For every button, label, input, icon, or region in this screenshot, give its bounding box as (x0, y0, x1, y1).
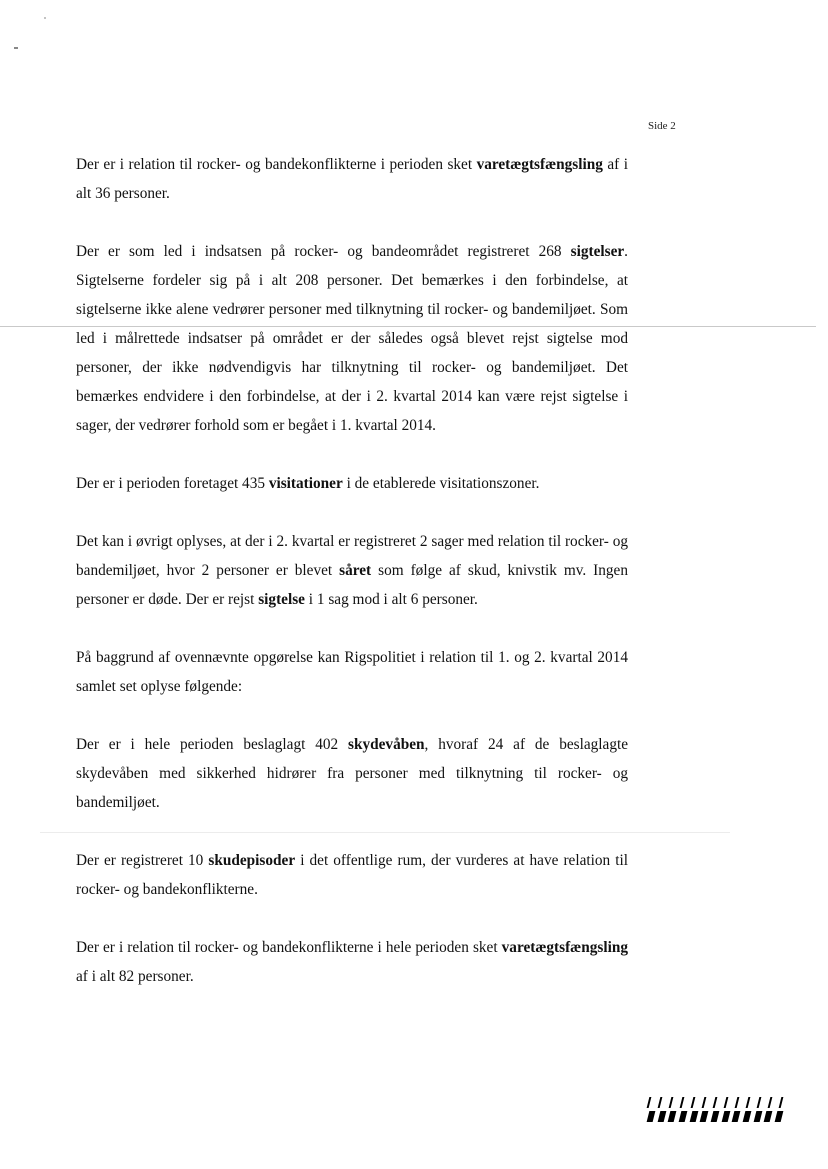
text-run: af i alt 82 personer. (76, 968, 194, 985)
text-run: Der er som led i indsatsen på rocker- og bandeområdet registreret 268 (76, 243, 571, 260)
barcode-bar (647, 1111, 656, 1122)
barcode-bar (735, 1097, 740, 1108)
text-run: af i alt 36 personer. (76, 156, 628, 202)
bold-term: varetægtsfængsling (501, 939, 628, 956)
barcode-bar (657, 1111, 666, 1122)
barcode-bar (779, 1097, 784, 1108)
barcode-bar (689, 1111, 698, 1122)
bold-term: sigtelse (258, 591, 305, 608)
text-run: , hvoraf 24 af de beslaglagte skydevåben med sikkerhed hidrører fra personer med tilknytning til rocker- og bandemiljøet. (76, 736, 629, 811)
barcode-bar (757, 1097, 762, 1108)
bold-term: sigtelser (570, 243, 625, 260)
barcode-bar (691, 1097, 696, 1108)
text-run: i det offentlige rum, der vurderes at have relation til rocker- og bandekonflikterne. (76, 852, 628, 898)
scan-speck (14, 47, 18, 49)
paragraph (76, 469, 628, 498)
barcode-bar (764, 1111, 773, 1122)
barcode-bar (680, 1097, 685, 1108)
text-run: i de etablerede visitationszoner. (342, 475, 540, 492)
body-text (76, 150, 628, 1020)
barcode-row (648, 1111, 782, 1122)
barcode-bar (724, 1097, 729, 1108)
bold-term: skudepisoder (208, 852, 296, 869)
text-run: Der er registreret 10 (76, 852, 209, 869)
paragraph (76, 730, 628, 817)
barcode-bar (679, 1111, 688, 1122)
paragraph (76, 527, 628, 614)
barcode-mark (648, 1097, 782, 1122)
barcode-bar (732, 1111, 741, 1122)
barcode-bar (743, 1111, 752, 1122)
barcode-bar (700, 1111, 709, 1122)
text-run: På baggrund af ovennævnte opgørelse kan Rigspolitiet i relation til 1. og 2. kvartal 2014 samlet set oplyse følgende: (76, 649, 628, 695)
text-run: Der er i relation til rocker- og bandekonflikterne i perioden sket (76, 156, 477, 173)
text-run: Der er i hele perioden beslaglagt 402 (76, 736, 349, 753)
barcode-bar (647, 1097, 652, 1108)
barcode-bar (768, 1097, 773, 1108)
bold-term: varetægtsfængsling (476, 156, 603, 173)
barcode-bar (669, 1097, 674, 1108)
paragraph (76, 643, 628, 701)
bold-term: skydevåben (348, 736, 425, 753)
paragraph (76, 150, 628, 208)
barcode-bar (753, 1111, 762, 1122)
text-run: Der er i relation til rocker- og bandekonflikterne i hele perioden sket (76, 939, 502, 956)
barcode-bar (746, 1097, 751, 1108)
text-run: Det kan i øvrigt oplyses, at der i 2. kvartal er registreret 2 sager med relation til rocker- og bandemiljøet, hvor 2 personer er blevet (76, 533, 628, 579)
bold-term: såret (339, 562, 372, 579)
page-number: Side 2 (648, 120, 676, 132)
text-run: Der er i perioden foretaget 435 (76, 475, 269, 492)
paragraph (76, 846, 628, 904)
barcode-bar (668, 1111, 677, 1122)
text-run: . Sigtelserne fordeler sig på i alt 208 personer. Det bemærkes i den forbindelse, at sigtelserne ikke alene vedrører personer med tilknytning til rocker- og bandemiljøet. Som led i målrettede indsatser på området er der således også blevet rejst sigtelse mod personer, der ikke nødvendigvis har tilknytning til rocker- og bandemiljøet. Det bemærkes endvidere i den forbindelse, at der i 2. kvartal 2014 kan være rejst sigtelse i sager, der vedrører forhold som er begået i 1. kvartal 2014. (76, 243, 628, 434)
barcode-bar (713, 1097, 718, 1108)
scan-speck (44, 17, 46, 19)
barcode-bar (775, 1111, 784, 1122)
barcode-bar (711, 1111, 720, 1122)
barcode-row (648, 1097, 782, 1108)
barcode-bar (702, 1097, 707, 1108)
barcode-bar (721, 1111, 730, 1122)
paragraph (76, 237, 628, 440)
text-run: i 1 sag mod i alt 6 personer. (304, 591, 478, 608)
paragraph (76, 933, 628, 991)
barcode-bar (658, 1097, 663, 1108)
bold-term: visitationer (268, 475, 343, 492)
text-run: som følge af skud, knivstik mv. Ingen personer er døde. Der er rejst (76, 562, 628, 608)
